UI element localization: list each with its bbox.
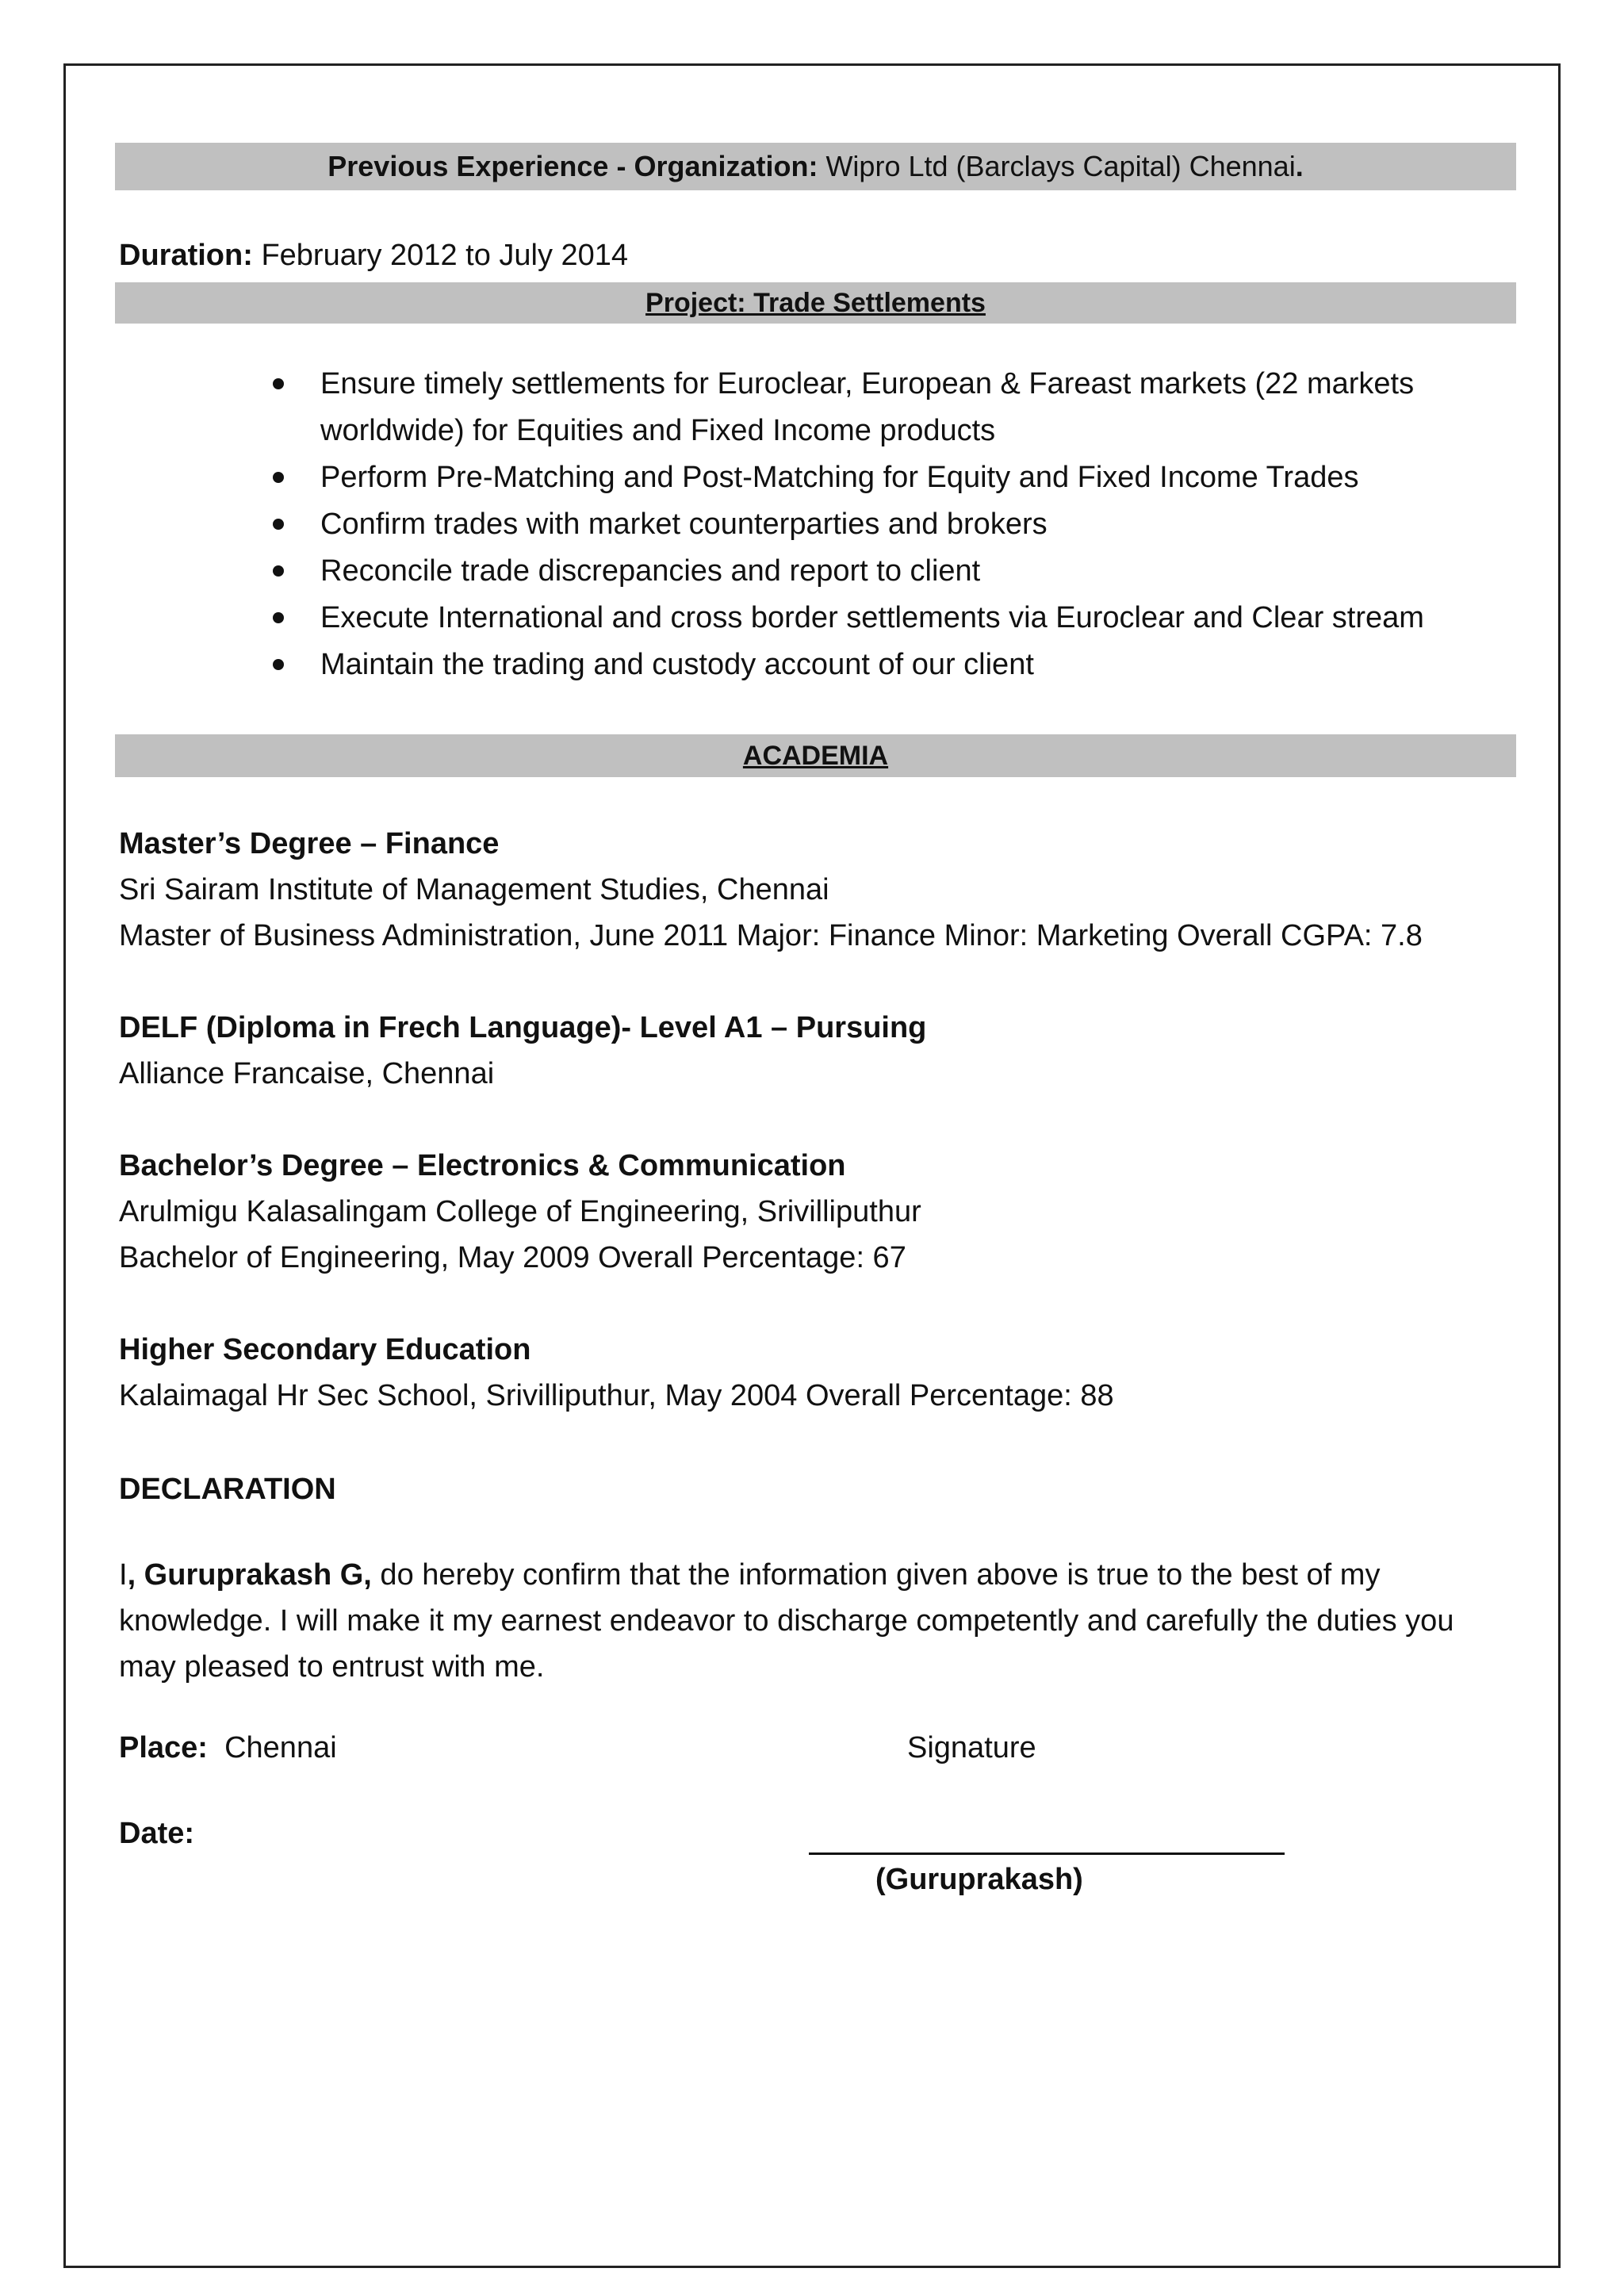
responsibilities-list [270,361,1507,688]
bullet-text: Reconcile trade discrepancies and report to client [320,554,981,588]
education-line: Kalaimagal Hr Sec School, Srivilliputhur, May 2004 Overall Percentage: 88 [119,1379,1114,1412]
bullet-dot-icon [273,659,284,670]
education-title: DELF (Diploma in Frech Language)- Level A1 – Pursuing [119,1011,927,1044]
place-line [119,1729,337,1767]
list-item [270,454,1507,501]
declaration-name: , Guruprakash G, [127,1558,372,1592]
education-line: Alliance Francaise, Chennai [119,1057,495,1090]
project-header: Project: Trade Settlements [645,288,986,318]
education-line: Master of Business Administration, June 2011 Major: Finance Minor: Marketing Overall CGPA: 7.8 [119,919,1423,952]
declaration-title: DECLARATION [119,1473,336,1506]
list-item [270,642,1507,688]
education-line: Arulmigu Kalasalingam College of Engineering, Srivilliputhur [119,1195,921,1228]
bullet-dot-icon [273,565,284,577]
project-header-bar [115,282,1516,324]
duration-label: Duration: [119,239,253,272]
declaration-line-1 [119,1556,1380,1594]
bullet-text: Confirm trades with market counterparties and brokers [320,508,1048,541]
bullet-text: Perform Pre-Matching and Post-Matching for Equity and Fixed Income Trades [320,461,1359,494]
place-value: Chennai [224,1731,337,1764]
signer-name: (Guruprakash) [875,1863,1083,1896]
bullet-text: Maintain the trading and custody account of our client [320,648,1034,681]
bullet-dot-icon [273,472,284,483]
bullet-dot-icon [273,378,284,389]
experience-header-bar [115,143,1516,190]
bullet-dot-icon [273,519,284,530]
date-label: Date: [119,1817,195,1850]
bullet-text: Ensure timely settlements for Euroclear, European & Fareast markets (22 markets worldwide) for Equities and Fixed Income products [320,367,1415,447]
place-label: Place: [119,1731,208,1764]
list-item [270,361,1507,454]
list-item [270,595,1507,642]
academia-header: ACADEMIA [742,741,889,771]
list-item [270,501,1507,548]
list-item [270,548,1507,595]
declaration-text-1: do hereby confirm that the information given above is true to the best of my [371,1558,1381,1592]
declaration-line-2: knowledge. I will make it my earnest endeavor to discharge competently and carefully the duties you [119,1604,1454,1638]
declaration-prefix: I [119,1558,128,1592]
duration-value: February 2012 to July 2014 [261,239,629,272]
education-line: Bachelor of Engineering, May 2009 Overall Percentage: 67 [119,1241,906,1274]
declaration-line-3: may pleased to entrust with me. [119,1650,545,1684]
education-title: Bachelor’s Degree – Electronics & Communication [119,1149,846,1182]
academia-header-bar [115,734,1516,777]
bullet-text: Execute International and cross border settlements via Euroclear and Clear stream [320,601,1424,634]
bullet-dot-icon [273,612,284,623]
experience-label: Previous Experience - Organization: [327,150,818,182]
experience-end-mark: . [1295,150,1304,182]
education-title: Master’s Degree – Finance [119,827,500,860]
education-line: Sri Sairam Institute of Management Studies, Chennai [119,873,829,906]
signature-label: Signature [907,1731,1036,1764]
experience-organization: Wipro Ltd (Barclays Capital) Chennai [825,150,1296,182]
signature-line [809,1852,1285,1855]
duration-line [119,236,628,274]
education-title: Higher Secondary Education [119,1333,531,1366]
